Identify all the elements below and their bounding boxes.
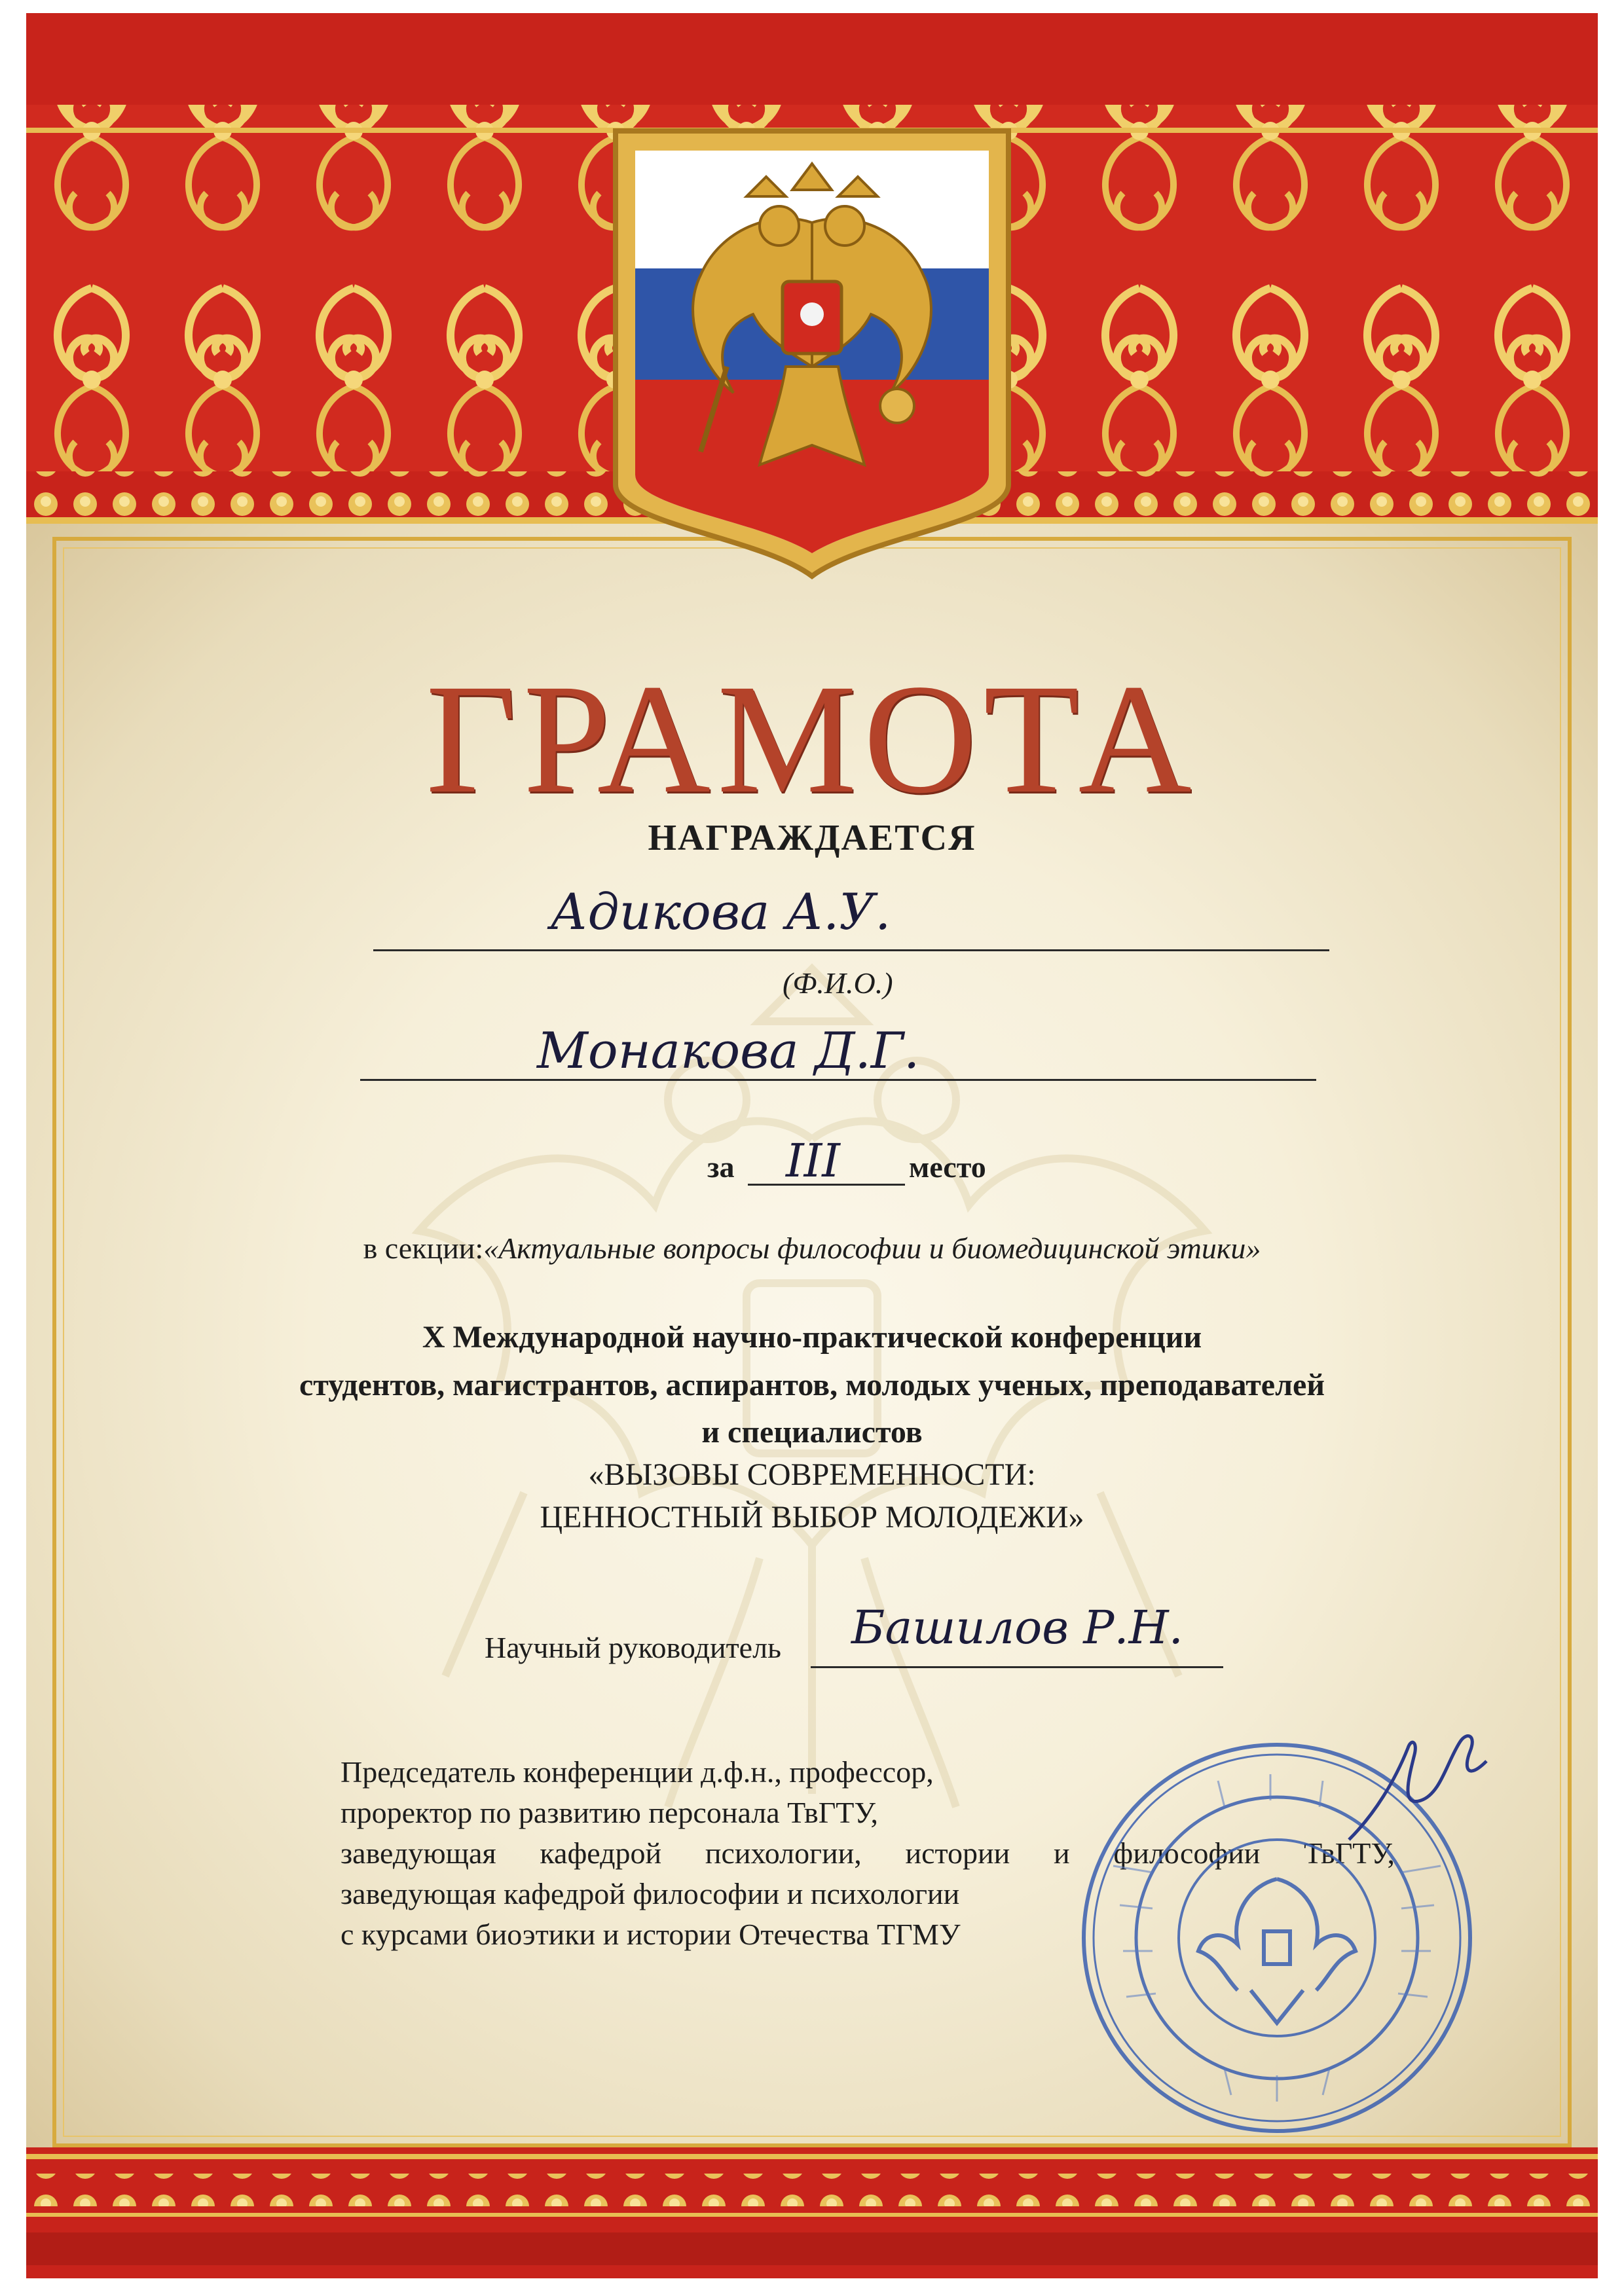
second-name-line bbox=[360, 1079, 1316, 1081]
supervisor-name: Башилов Р.Н. bbox=[851, 1601, 1183, 1654]
conference-line-2: студентов, магистрантов, аспирантов, молодых ученых, преподавателей bbox=[299, 1368, 1325, 1402]
place-prefix: за bbox=[707, 1150, 735, 1184]
handwritten-signature bbox=[1336, 1722, 1506, 1853]
chair-word: философии bbox=[1113, 1836, 1261, 1870]
russian-coat-of-arms-icon bbox=[602, 118, 1022, 589]
place-suffix: место bbox=[909, 1150, 986, 1184]
second-name: Монакова Д.Г. bbox=[537, 1021, 920, 1080]
conference-line-5: ЦЕННОСТНЫЙ ВЫБОР МОЛОДЕЖИ» bbox=[540, 1500, 1084, 1535]
certificate-title: ГРАМОТА bbox=[426, 651, 1198, 826]
chair-word: заведующая bbox=[341, 1836, 496, 1870]
section-text bbox=[0, 1231, 1624, 1266]
recipient-name-line bbox=[373, 949, 1329, 951]
chair-word: ТвГТУ, bbox=[1304, 1836, 1395, 1870]
chair-word: и bbox=[1054, 1836, 1070, 1870]
conference-line-4: «ВЫЗОВЫ СОВРЕМЕННОСТИ: bbox=[588, 1457, 1036, 1492]
supervisor-label: Научный руководитель bbox=[485, 1631, 782, 1664]
supervisor-line bbox=[811, 1666, 1223, 1668]
fio-label: (Ф.И.О.) bbox=[783, 966, 893, 1000]
place-line bbox=[748, 1184, 905, 1186]
awarded-label: НАГРАЖДАЕТСЯ bbox=[648, 818, 976, 858]
conference-line-3: и специалистов bbox=[701, 1415, 923, 1449]
section-name: «Актуальные вопросы философии и биомедицинской этики» bbox=[483, 1231, 1261, 1265]
place-value: III bbox=[786, 1134, 840, 1188]
chair-word: истории bbox=[905, 1836, 1010, 1870]
chair-line-1: Председатель конференции д.ф.н., профессор, bbox=[341, 1755, 934, 1789]
chair-line-5: с курсами биоэтики и истории Отечества ТГМУ bbox=[341, 1918, 961, 1951]
recipient-name: Адикова А.У. bbox=[550, 883, 891, 941]
conference-line-1: X Международной научно-практической конференции bbox=[422, 1320, 1202, 1355]
chair-word: кафедрой bbox=[540, 1836, 662, 1870]
section-prefix: в секции: bbox=[363, 1231, 484, 1265]
footer-ornament-band bbox=[26, 2147, 1598, 2278]
chair-word: психологии, bbox=[705, 1836, 862, 1870]
chair-line-4: заведующая кафедрой философии и психологии bbox=[341, 1877, 960, 1910]
chair-line-2: проректор по развитию персонала ТвГТУ, bbox=[341, 1796, 878, 1829]
